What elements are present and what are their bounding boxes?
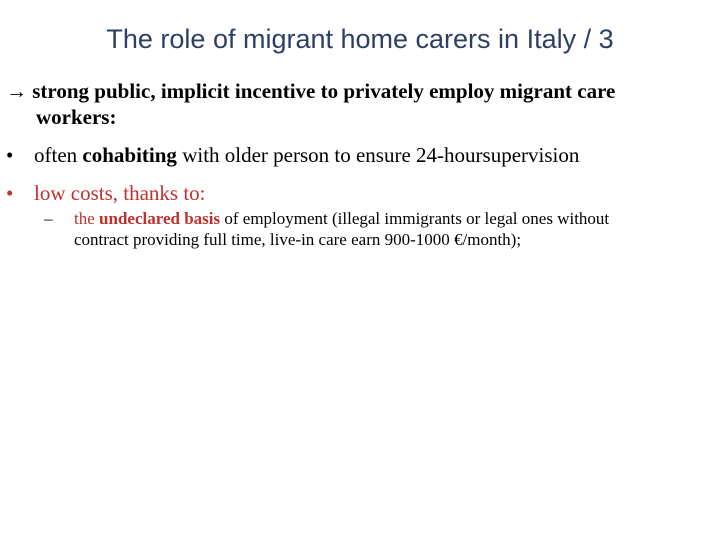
bullet-cohabiting: [6, 142, 579, 168]
bullet-low-costs: [6, 180, 206, 206]
sub-item-line-2: contract providing full time, live-in care earn 900-1000 €/month);: [74, 230, 522, 249]
bullet-marker: •: [6, 181, 14, 205]
sub-item-the: the: [74, 209, 100, 228]
bullet-text-pre: often: [34, 143, 83, 167]
sub-item-undeclared: [44, 208, 714, 250]
intro-statement: [6, 78, 706, 130]
bullet-text-post: with older person to ensure 24-hoursupervision: [176, 143, 580, 167]
sub-item-marker: –: [44, 209, 53, 228]
bullet-marker: •: [6, 143, 14, 167]
bullet-text: low costs, thanks to:: [34, 181, 206, 205]
intro-line-2: workers:: [36, 105, 117, 129]
slide-title: The role of migrant home carers in Italy / 3: [106, 24, 614, 54]
bullet-text-bold: cohabiting: [82, 143, 177, 167]
sub-item-line-1: of employment (illegal immigrants or legal ones without: [220, 209, 610, 228]
sub-item-bold: undeclared basis: [99, 209, 221, 228]
intro-line-1: → strong public, implicit incentive to privately employ migrant care: [6, 79, 616, 103]
